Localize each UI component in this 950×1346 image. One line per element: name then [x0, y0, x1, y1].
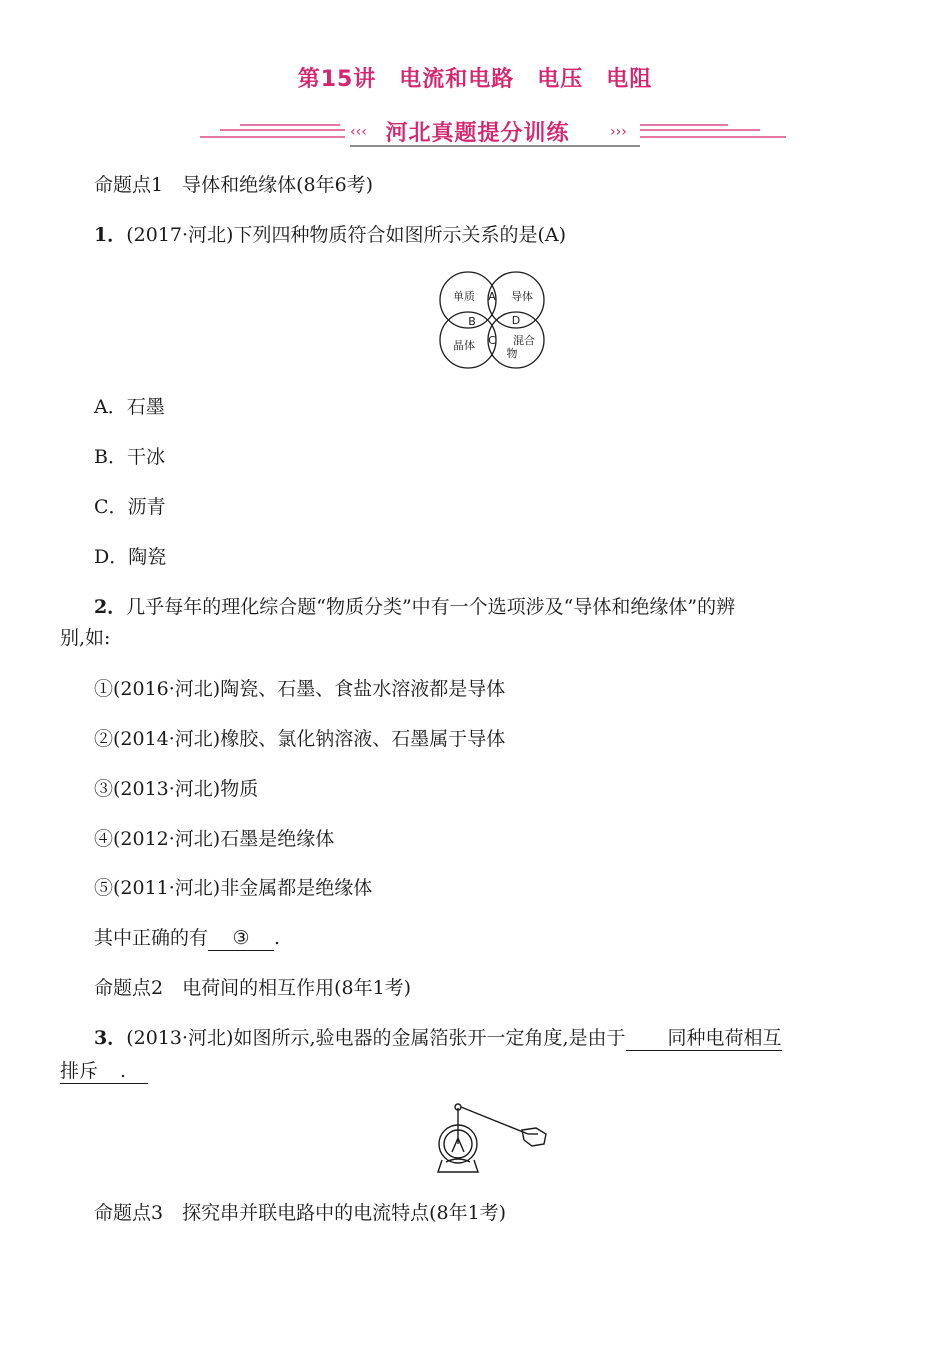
svg-text:‹‹‹: ‹‹‹ — [350, 124, 367, 140]
option-c: C．沥青 — [94, 496, 166, 518]
banner-title: 河北真题提分训练 — [385, 121, 570, 146]
statement-2: ②(2014·河北)橡胶、氯化钠溶液、石墨属于导体 — [94, 728, 506, 750]
question-stem: (2017·河北)下列四种物质符合如图所示关系的是(A) — [126, 224, 567, 246]
question-number: 1． — [94, 224, 127, 246]
venn-region-c: C — [488, 334, 496, 347]
venn-label-conductor: 导体 — [511, 290, 533, 303]
venn-label-mixture-1: 混合 — [513, 334, 535, 347]
venn-diagram — [436, 270, 548, 370]
venn-label-mixture-2: 物 — [506, 347, 518, 360]
venn-region-d: D — [511, 314, 521, 327]
question-stem: 几乎每年的理化综合题“物质分类”中有一个选项涉及“导体和绝缘体”的辨 — [126, 596, 736, 618]
option-a: A．石墨 — [94, 396, 165, 418]
section-heading-3: 命题点3 探究串并联电路中的电流特点(8年1考) — [94, 1202, 507, 1224]
statement-3: ③(2013·河北)物质 — [94, 778, 259, 800]
question-number: 2． — [94, 596, 127, 618]
question-2-line-2: 别,如: — [60, 627, 111, 649]
answer-blank-part-1: 同种电荷相互 — [626, 1026, 782, 1051]
statement-1: ①(2016·河北)陶瓷、石墨、食盐水溶液都是导体 — [94, 678, 506, 700]
statement-4: ④(2012·河北)石墨是绝缘体 — [94, 828, 335, 850]
question-2-answer-line — [94, 924, 280, 952]
electroscope-illustration — [432, 1100, 554, 1176]
answer-prefix: 其中正确的有 — [94, 927, 209, 949]
question-2-line-1 — [94, 593, 735, 621]
section-heading-2: 命题点2 电荷间的相互作用(8年1考) — [94, 977, 412, 999]
question-1 — [94, 221, 566, 249]
question-3-line-1 — [94, 1024, 782, 1052]
answer-suffix: . — [274, 927, 281, 949]
svg-text:›››: ››› — [610, 124, 627, 140]
question-3-line-2 — [60, 1057, 148, 1085]
venn-region-a: A — [488, 290, 496, 303]
venn-label-elements: 单质 — [453, 290, 475, 303]
option-b: B．干冰 — [94, 446, 165, 468]
section-heading-1: 命题点1 导体和绝缘体(8年6考) — [94, 174, 374, 196]
question-stem: (2013·河北)如图所示,验电器的金属箔张开一定角度,是由于 — [126, 1027, 626, 1049]
answer-blank: ③ — [208, 926, 274, 951]
statement-5: ⑤(2011·河北)非金属都是绝缘体 — [94, 877, 373, 899]
answer-blank-part-2: 排斥 . — [60, 1059, 148, 1084]
page-title: 第15讲 电流和电路 电压 电阻 — [297, 67, 653, 92]
venn-region-b: B — [468, 315, 476, 328]
venn-label-crystal: 晶体 — [453, 339, 475, 352]
option-d: D．陶瓷 — [94, 546, 167, 568]
question-number: 3． — [94, 1027, 127, 1049]
